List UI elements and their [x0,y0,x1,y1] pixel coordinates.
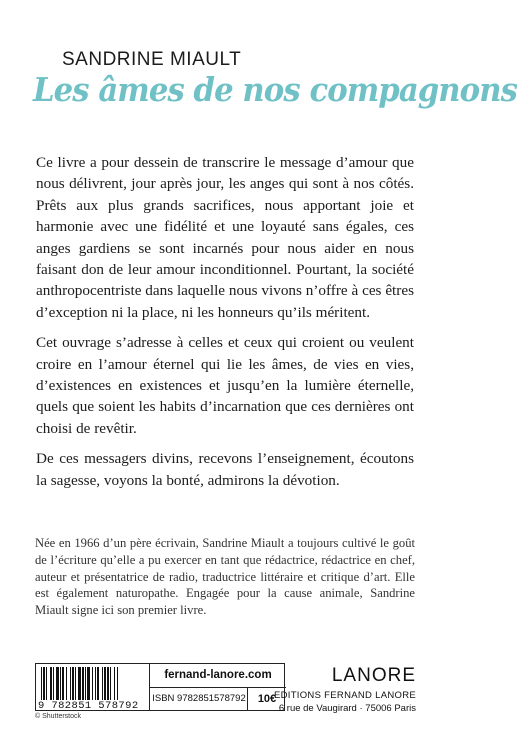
barcode-box [35,663,285,711]
publisher-block [274,665,416,715]
publisher-name: EDITIONS FERNAND LANORE [273,690,416,701]
barcode-number: 9 782851 578792 [38,700,139,712]
author-bio: Née en 1966 d’un père écrivain, Sandrine Miault a toujours cultivé le goût de l’écriture qu’elle a pu exercer en tant que rédactrice, rédactrice en chef, auteur et présentatrice de radio, traductrice littéraire et critique d’art. Elle est également naturopathe. Engagée pour la cause animale, Sandrine Miault signe ici son premier livre. [35,536,415,618]
photo-credit: © Shutterstock [35,713,82,720]
book-title: Les âmes de nos compagnons [33,70,517,109]
price: 10€ [247,687,286,711]
publisher-logo: LANORE [331,665,416,686]
barcode-image [39,667,147,700]
author-name: SANDRINE MIAULT [62,49,242,70]
publisher-url: fernand-lanore.com [149,664,286,688]
isbn: ISBN 9782851578792 [149,687,248,711]
blurb-paragraph: De ces messagers divins, recevons l’enseignement, écoutons la sagesse, voyons la bonté, admirons la dévotion. [36,450,414,489]
publisher-address: 6 rue de Vaugirard · 75006 Paris [278,703,416,714]
blurb [36,152,414,500]
blurb-paragraph: Cet ouvrage s’adresse à celles et ceux qui croient ou veulent croire en l’amour éternel qui lie les âmes, de vies en vies, d’existences en existences et jusqu’en la lumière éternelle, quels que soient les habits d’incarnation que ces dernières ont choisi de revêtir. [36,334,414,437]
blurb-paragraph: Ce livre a pour dessein de transcrire le message d’amour que nous délivrent, jour après jour, les anges qui sont à nos côtés. Prêts aux plus grands sacrifices, nous apportant joie et harmonie avec une fidélité et une loyauté sans égales, ces anges gardiens se sont incarnés pour nous aider en nous faisant don de leur amour inconditionnel. Pourtant, la société anthropocentriste dans laquelle nous vivons n’offre à ces êtres d’exception ni la place, ni les honneurs qu’ils méritent. [36,154,414,321]
